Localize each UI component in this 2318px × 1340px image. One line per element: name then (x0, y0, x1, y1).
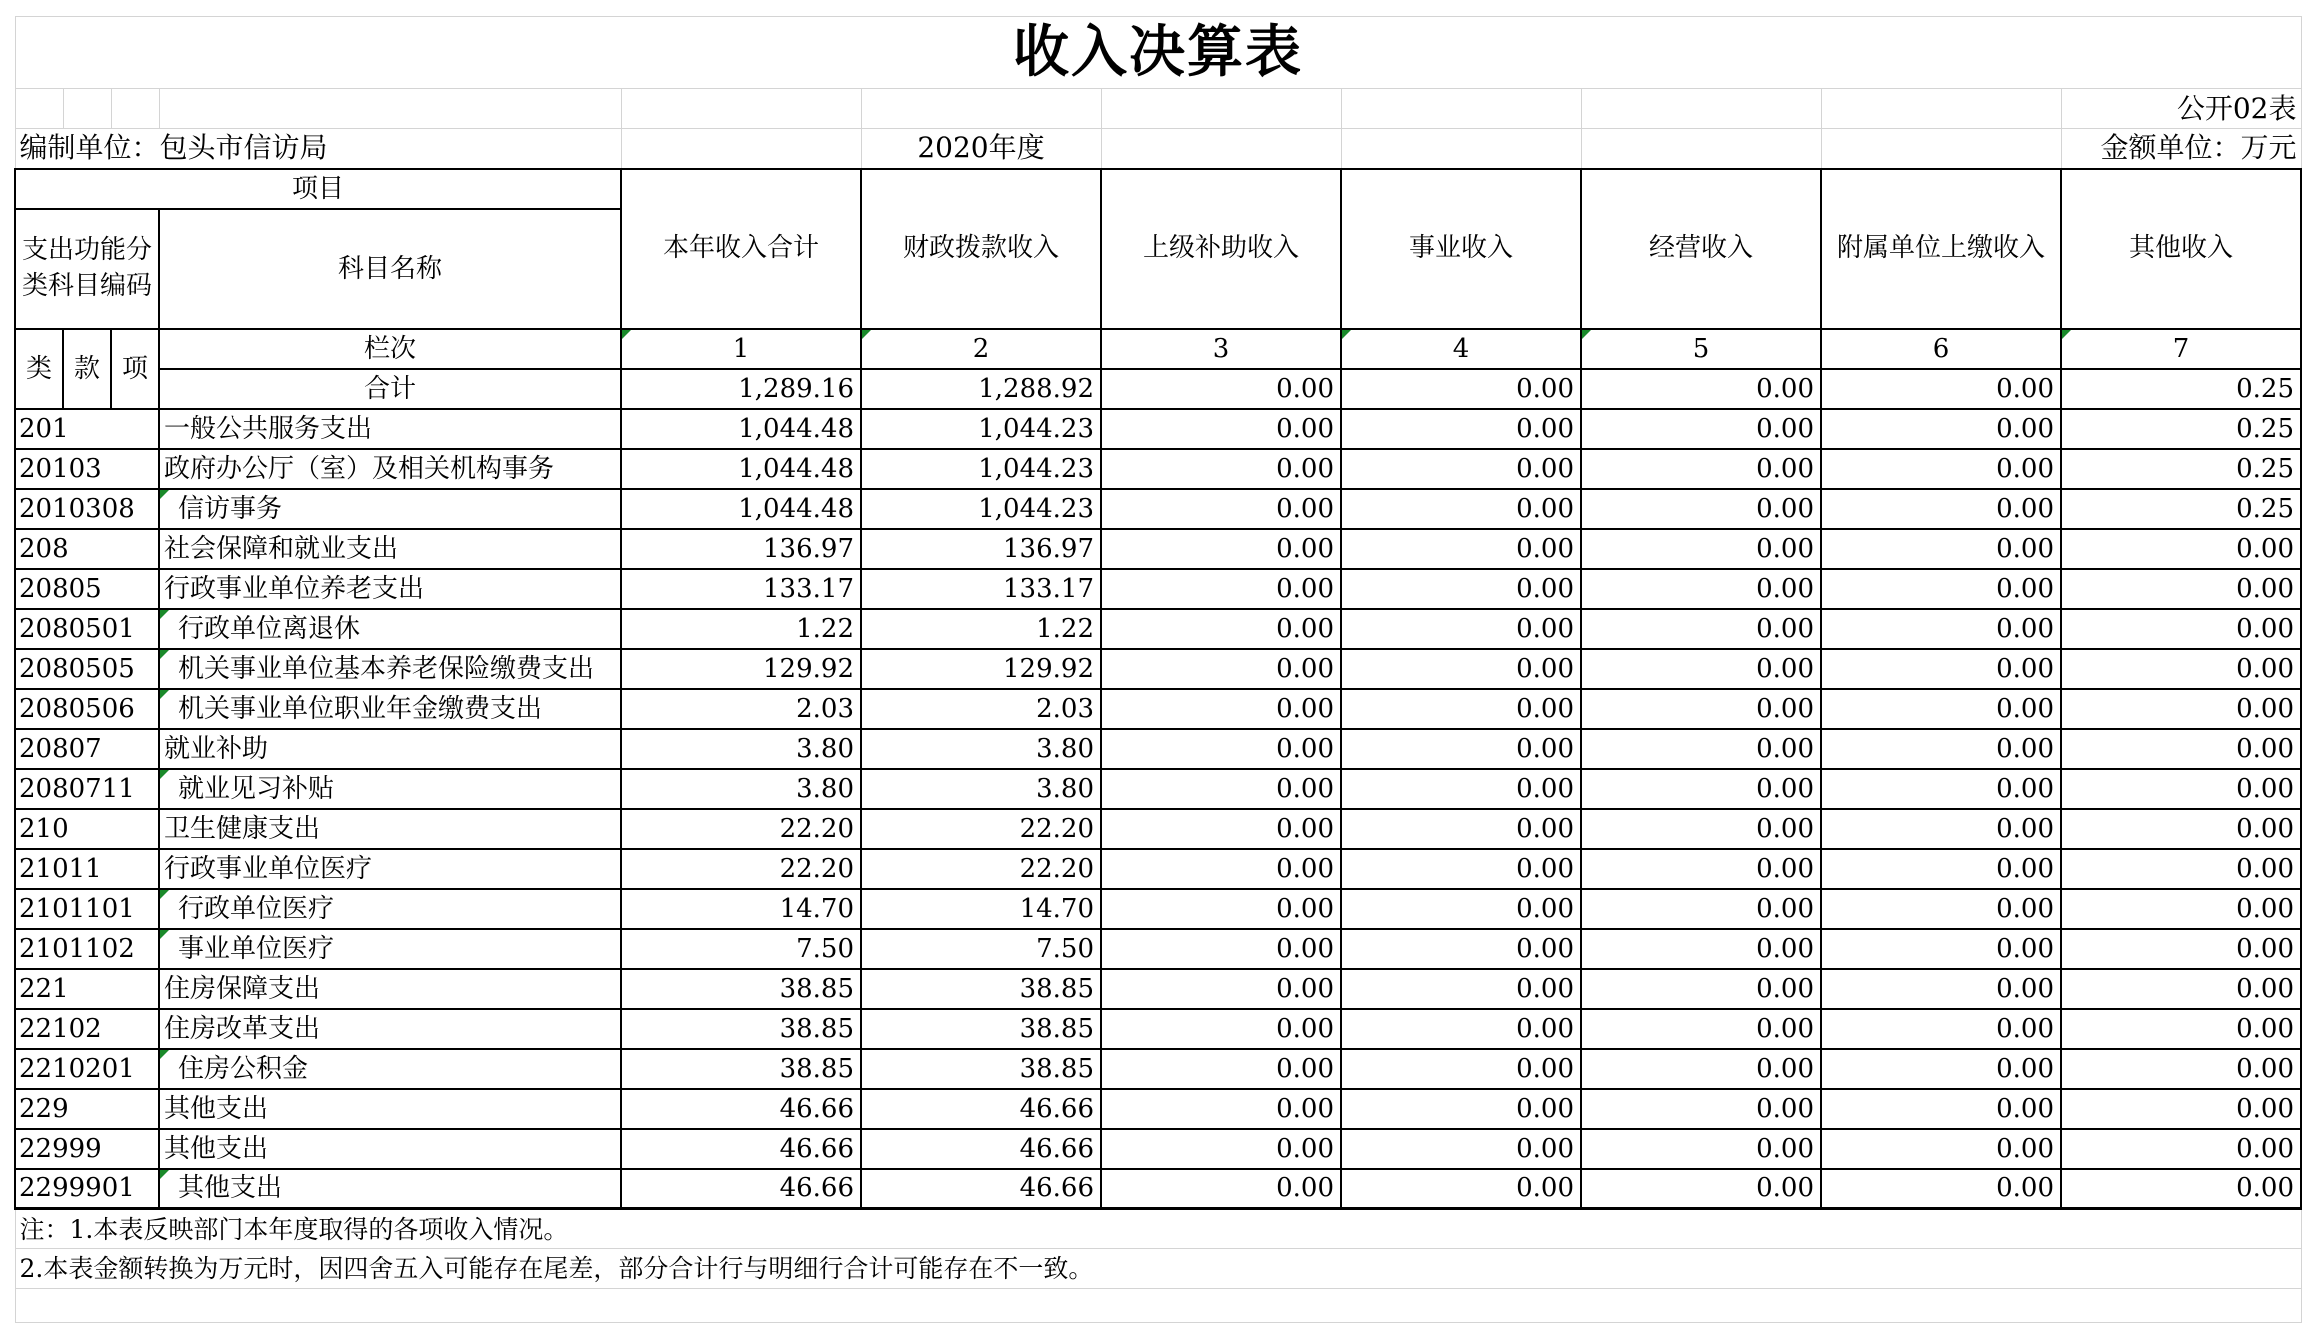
row-value: 38.85 (621, 969, 861, 1009)
row-value: 0.00 (1821, 1009, 2061, 1049)
empty-cell (621, 129, 861, 169)
row-value: 46.66 (861, 1129, 1101, 1169)
row-value: 0.00 (1821, 649, 2061, 689)
compiling-unit: 编制单位：包头市信访局 (15, 129, 621, 169)
row-value: 0.00 (1581, 889, 1821, 929)
row-code: 22999 (15, 1129, 159, 1169)
table-row (15, 1169, 2301, 1209)
page-title: 收入决算表 (15, 17, 2301, 89)
row-value: 0.00 (1821, 769, 2061, 809)
row-code: 221 (15, 969, 159, 1009)
row-name: 就业见习补贴 (159, 769, 621, 809)
row-value: 0.00 (1581, 529, 1821, 569)
spreadsheet-table (14, 16, 2302, 1323)
row-value: 0.00 (1821, 529, 2061, 569)
row-value: 0.00 (2061, 969, 2301, 1009)
row-value: 1.22 (621, 609, 861, 649)
row-value: 0.00 (1341, 1049, 1581, 1089)
total-label: 合计 (159, 369, 621, 409)
row-value: 46.66 (861, 1169, 1101, 1209)
row-value: 1,044.48 (621, 409, 861, 449)
col-number-2: 2 (861, 329, 1101, 369)
table-row (15, 529, 2301, 569)
row-value: 1,044.23 (861, 409, 1101, 449)
row-value: 0.00 (1341, 409, 1581, 449)
row-value: 0.00 (1101, 1049, 1341, 1089)
col-number-5: 5 (1581, 329, 1821, 369)
row-value: 0.00 (1581, 649, 1821, 689)
row-value: 0.00 (1341, 969, 1581, 1009)
row-value: 0.00 (1101, 529, 1341, 569)
row-value: 0.00 (1821, 409, 2061, 449)
row-value: 46.66 (621, 1089, 861, 1129)
table-row (15, 649, 2301, 689)
row-value: 0.00 (2061, 889, 2301, 929)
header-col-7: 其他收入 (2061, 169, 2301, 329)
empty-cell (63, 89, 111, 129)
row-name: 其他支出 (159, 1089, 621, 1129)
table-row (15, 1009, 2301, 1049)
row-value: 0.00 (1341, 569, 1581, 609)
row-value: 0.00 (1101, 689, 1341, 729)
row-value: 1,044.48 (621, 449, 861, 489)
income-settlement-sheet (14, 16, 2302, 1323)
row-code: 2010308 (15, 489, 159, 529)
row-value: 0.00 (1821, 809, 2061, 849)
row-value: 0.00 (1101, 889, 1341, 929)
row-name: 住房公积金 (159, 1049, 621, 1089)
row-code: 2210201 (15, 1049, 159, 1089)
row-value: 0.00 (1821, 609, 2061, 649)
row-value: 0.00 (2061, 1009, 2301, 1049)
row-value: 0.00 (1581, 969, 1821, 1009)
row-value: 0.00 (2061, 729, 2301, 769)
row-name: 行政单位医疗 (159, 889, 621, 929)
row-value: 0.00 (1821, 889, 2061, 929)
table-row (15, 769, 2301, 809)
row-code: 2080506 (15, 689, 159, 729)
row-value: 0.00 (1101, 929, 1341, 969)
row-value: 38.85 (861, 969, 1101, 1009)
row-value: 0.25 (2061, 489, 2301, 529)
row-value: 0.25 (2061, 409, 2301, 449)
empty-cell (15, 89, 63, 129)
row-value: 38.85 (861, 1049, 1101, 1089)
empty-cell (621, 89, 861, 129)
empty-cell (1821, 89, 2061, 129)
row-value: 0.00 (1341, 889, 1581, 929)
table-row (15, 449, 2301, 489)
table-row (15, 1049, 2301, 1089)
row-code: 2101102 (15, 929, 159, 969)
row-value: 0.00 (2061, 1169, 2301, 1209)
header-col-5: 经营收入 (1581, 169, 1821, 329)
empty-cell (1101, 129, 1341, 169)
header-name-column: 科目名称 (159, 209, 621, 329)
row-value: 0.00 (1101, 1089, 1341, 1129)
row-value: 14.70 (621, 889, 861, 929)
row-value: 0.00 (1341, 849, 1581, 889)
row-value: 1.22 (861, 609, 1101, 649)
total-value: 0.00 (1101, 369, 1341, 409)
fiscal-year: 2020年度 (861, 129, 1101, 169)
empty-cell (111, 89, 159, 129)
row-code: 2080505 (15, 649, 159, 689)
row-value: 0.00 (1581, 849, 1821, 889)
form-number: 公开02表 (2061, 89, 2301, 129)
row-code: 2299901 (15, 1169, 159, 1209)
row-value: 129.92 (861, 649, 1101, 689)
row-value: 1,044.23 (861, 449, 1101, 489)
row-value: 1,044.48 (621, 489, 861, 529)
table-row (15, 849, 2301, 889)
row-name: 其他支出 (159, 1169, 621, 1209)
empty-cell (1581, 129, 1821, 169)
col-number-1: 1 (621, 329, 861, 369)
row-value: 0.00 (1101, 449, 1341, 489)
header-kuan: 款 (63, 329, 111, 409)
table-row (15, 409, 2301, 449)
row-value: 0.00 (1341, 529, 1581, 569)
row-value: 22.20 (861, 849, 1101, 889)
col-number-3: 3 (1101, 329, 1341, 369)
row-value: 0.00 (1341, 649, 1581, 689)
row-value: 46.66 (621, 1129, 861, 1169)
row-value: 0.00 (1341, 449, 1581, 489)
header-col-1: 本年收入合计 (621, 169, 861, 329)
table-row (15, 929, 2301, 969)
row-code: 20103 (15, 449, 159, 489)
row-value: 0.00 (1341, 489, 1581, 529)
row-value: 0.25 (2061, 449, 2301, 489)
table-row (15, 729, 2301, 769)
row-value: 3.80 (861, 769, 1101, 809)
row-name: 一般公共服务支出 (159, 409, 621, 449)
row-name: 机关事业单位基本养老保险缴费支出 (159, 649, 621, 689)
row-value: 38.85 (621, 1009, 861, 1049)
row-value: 0.00 (1101, 769, 1341, 809)
empty-cell (1821, 129, 2061, 169)
row-value: 0.00 (1101, 489, 1341, 529)
row-value: 0.00 (1821, 1089, 2061, 1129)
row-name: 卫生健康支出 (159, 809, 621, 849)
row-value: 0.00 (1101, 649, 1341, 689)
row-value: 0.00 (2061, 529, 2301, 569)
row-value: 0.00 (1581, 1009, 1821, 1049)
row-value: 2.03 (861, 689, 1101, 729)
row-code: 21011 (15, 849, 159, 889)
row-value: 0.00 (2061, 849, 2301, 889)
row-value: 0.00 (2061, 929, 2301, 969)
row-value: 0.00 (1101, 1129, 1341, 1169)
empty-cell (159, 89, 621, 129)
row-value: 0.00 (2061, 809, 2301, 849)
row-value: 0.00 (1821, 729, 2061, 769)
row-value: 0.00 (1341, 1169, 1581, 1209)
total-value: 1,288.92 (861, 369, 1101, 409)
col-number-4: 4 (1341, 329, 1581, 369)
total-value: 0.00 (1581, 369, 1821, 409)
table-row (15, 969, 2301, 1009)
row-value: 0.00 (1581, 409, 1821, 449)
row-value: 3.80 (621, 729, 861, 769)
row-code: 208 (15, 529, 159, 569)
row-value: 0.00 (1101, 409, 1341, 449)
row-value: 0.00 (2061, 1049, 2301, 1089)
row-value: 38.85 (861, 1009, 1101, 1049)
table-row (15, 489, 2301, 529)
row-value: 46.66 (861, 1089, 1101, 1129)
row-value: 0.00 (1101, 569, 1341, 609)
row-value: 3.80 (621, 769, 861, 809)
row-value: 46.66 (621, 1169, 861, 1209)
row-value: 22.20 (861, 809, 1101, 849)
table-row (15, 569, 2301, 609)
table-row (15, 1089, 2301, 1129)
row-value: 0.00 (1581, 769, 1821, 809)
row-value: 0.00 (1821, 1049, 2061, 1089)
total-value: 0.00 (1341, 369, 1581, 409)
row-value: 0.00 (1821, 969, 2061, 1009)
row-code: 2080501 (15, 609, 159, 649)
amount-unit: 金额单位：万元 (2061, 129, 2301, 169)
row-value: 2.03 (621, 689, 861, 729)
row-value: 0.00 (1821, 929, 2061, 969)
row-value: 0.00 (1581, 569, 1821, 609)
total-value: 0.00 (1821, 369, 2061, 409)
header-row-index: 栏次 (159, 329, 621, 369)
row-code: 2080711 (15, 769, 159, 809)
row-code: 22102 (15, 1009, 159, 1049)
row-value: 0.00 (2061, 1089, 2301, 1129)
row-value: 0.00 (1821, 449, 2061, 489)
footnote: 注：1.本表反映部门本年度取得的各项收入情况。 (15, 1209, 2301, 1249)
row-value: 0.00 (1101, 1169, 1341, 1209)
header-col-6: 附属单位上缴收入 (1821, 169, 2061, 329)
row-name: 行政单位离退休 (159, 609, 621, 649)
row-name: 行政事业单位养老支出 (159, 569, 621, 609)
row-value: 0.00 (1341, 769, 1581, 809)
empty-cell (861, 89, 1101, 129)
header-col-3: 上级补助收入 (1101, 169, 1341, 329)
row-value: 0.00 (1581, 729, 1821, 769)
row-value: 22.20 (621, 809, 861, 849)
row-value: 0.00 (1581, 609, 1821, 649)
row-value: 0.00 (1101, 849, 1341, 889)
row-name: 住房改革支出 (159, 1009, 621, 1049)
empty-row (15, 1289, 2301, 1323)
row-code: 20805 (15, 569, 159, 609)
header-col-2: 财政拨款收入 (861, 169, 1101, 329)
row-value: 14.70 (861, 889, 1101, 929)
row-value: 0.00 (1341, 809, 1581, 849)
row-value: 3.80 (861, 729, 1101, 769)
header-lei: 类 (15, 329, 63, 409)
row-value: 0.00 (2061, 689, 2301, 729)
row-value: 0.00 (1821, 489, 2061, 529)
table-row (15, 609, 2301, 649)
row-code: 229 (15, 1089, 159, 1129)
row-name: 机关事业单位职业年金缴费支出 (159, 689, 621, 729)
table-row (15, 1129, 2301, 1169)
table-row (15, 809, 2301, 849)
empty-cell (1341, 129, 1581, 169)
row-value: 0.00 (1821, 849, 2061, 889)
row-value: 133.17 (861, 569, 1101, 609)
row-code: 2101101 (15, 889, 159, 929)
row-value: 0.00 (1341, 1009, 1581, 1049)
row-name: 行政事业单位医疗 (159, 849, 621, 889)
row-value: 0.00 (1581, 809, 1821, 849)
row-name: 其他支出 (159, 1129, 621, 1169)
row-code: 20807 (15, 729, 159, 769)
row-value: 0.00 (1581, 1049, 1821, 1089)
row-value: 0.00 (1821, 569, 2061, 609)
col-number-7: 7 (2061, 329, 2301, 369)
row-value: 0.00 (1581, 1089, 1821, 1129)
row-name: 信访事务 (159, 489, 621, 529)
row-value: 38.85 (621, 1049, 861, 1089)
table-row (15, 689, 2301, 729)
row-value: 1,044.23 (861, 489, 1101, 529)
row-value: 7.50 (621, 929, 861, 969)
row-value: 22.20 (621, 849, 861, 889)
total-value: 1,289.16 (621, 369, 861, 409)
row-name: 就业补助 (159, 729, 621, 769)
row-value: 0.00 (1821, 1129, 2061, 1169)
row-value: 0.00 (1101, 729, 1341, 769)
row-value: 0.00 (1101, 609, 1341, 649)
row-value: 0.00 (2061, 649, 2301, 689)
row-value: 136.97 (621, 529, 861, 569)
row-value: 0.00 (1581, 1169, 1821, 1209)
row-value: 0.00 (2061, 769, 2301, 809)
row-value: 0.00 (1341, 729, 1581, 769)
header-code-column: 支出功能分类科目编码 (15, 209, 159, 329)
row-value: 0.00 (1341, 689, 1581, 729)
row-value: 0.00 (1101, 809, 1341, 849)
header-xiang: 项 (111, 329, 159, 409)
row-code: 210 (15, 809, 159, 849)
row-value: 136.97 (861, 529, 1101, 569)
row-name: 事业单位医疗 (159, 929, 621, 969)
empty-cell (1101, 89, 1341, 129)
row-value: 0.00 (1581, 449, 1821, 489)
table-row (15, 889, 2301, 929)
row-value: 0.00 (1581, 689, 1821, 729)
row-value: 0.00 (2061, 569, 2301, 609)
row-value: 0.00 (2061, 1129, 2301, 1169)
row-value: 0.00 (1341, 929, 1581, 969)
row-value: 0.00 (1341, 1089, 1581, 1129)
row-value: 0.00 (1581, 929, 1821, 969)
row-value: 0.00 (1341, 609, 1581, 649)
row-value: 0.00 (1821, 689, 2061, 729)
row-name: 社会保障和就业支出 (159, 529, 621, 569)
empty-cell (1341, 89, 1581, 129)
col-number-6: 6 (1821, 329, 2061, 369)
row-value: 0.00 (1101, 1009, 1341, 1049)
row-name: 政府办公厅（室）及相关机构事务 (159, 449, 621, 489)
row-value: 129.92 (621, 649, 861, 689)
row-value: 0.00 (2061, 609, 2301, 649)
header-col-4: 事业收入 (1341, 169, 1581, 329)
footnote: 2.本表金额转换为万元时，因四舍五入可能存在尾差，部分合计行与明细行合计可能存在不一致。 (15, 1249, 2301, 1289)
row-code: 201 (15, 409, 159, 449)
row-name: 住房保障支出 (159, 969, 621, 1009)
row-value: 133.17 (621, 569, 861, 609)
empty-cell (1581, 89, 1821, 129)
row-value: 0.00 (1101, 969, 1341, 1009)
header-item: 项目 (15, 169, 621, 209)
row-value: 7.50 (861, 929, 1101, 969)
row-value: 0.00 (1341, 1129, 1581, 1169)
row-value: 0.00 (1581, 489, 1821, 529)
total-value: 0.25 (2061, 369, 2301, 409)
row-value: 0.00 (1581, 1129, 1821, 1169)
row-value: 0.00 (1821, 1169, 2061, 1209)
